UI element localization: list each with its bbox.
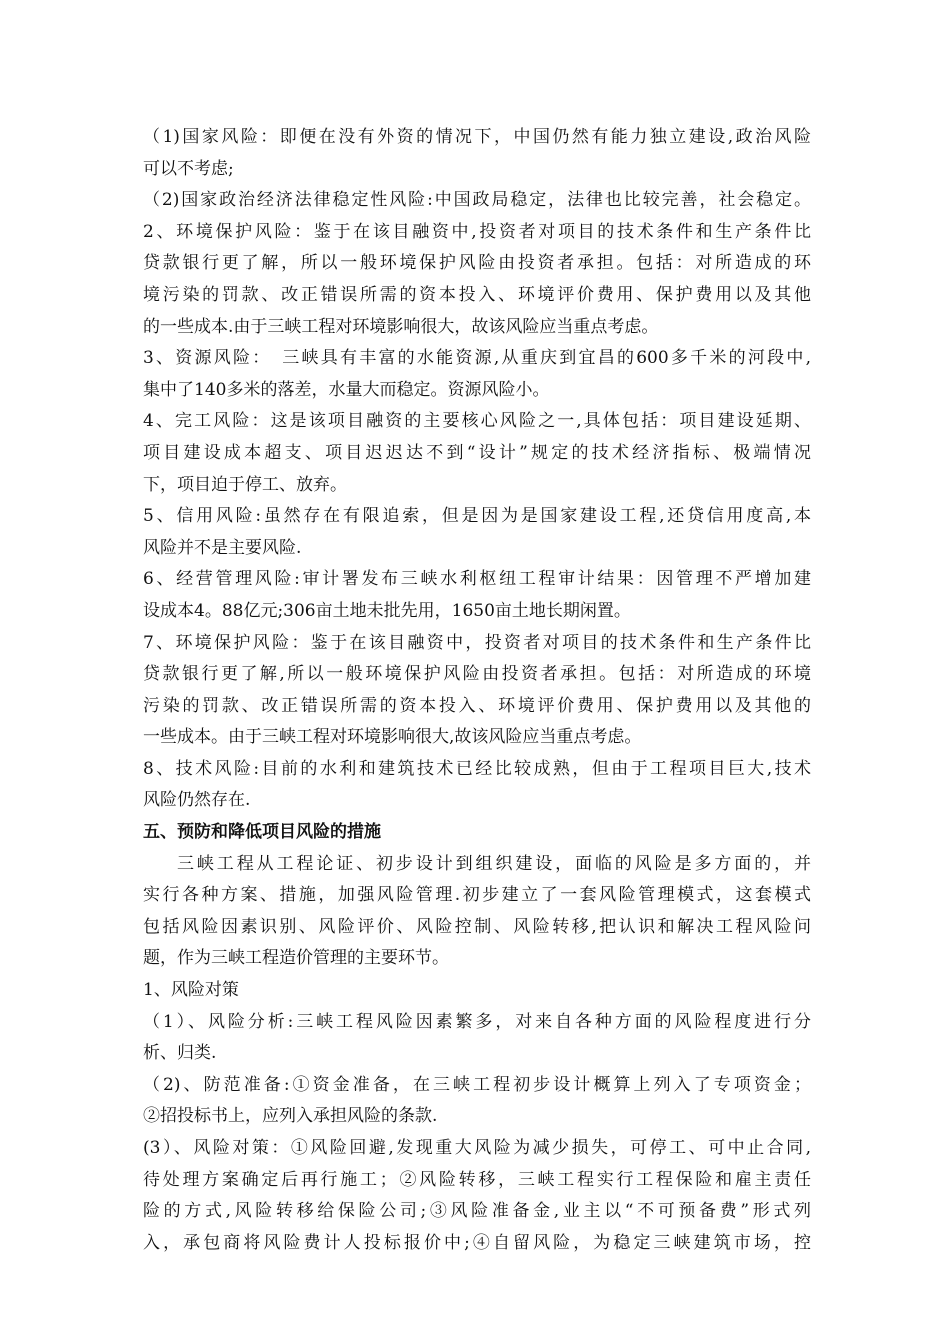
text-line: 三峡工程从工程论证、初步设计到组织建设，面临的风险是多方面的，并	[177, 853, 811, 874]
text-line: 包括风险因素识别、风险评价、风险控制、风险转移,把认识和解决工程风险问	[143, 916, 811, 937]
text-line: 集中了140多米的落差，水量大而稳定。资源风险小。	[143, 379, 550, 400]
text-line: 入，承包商将风险费计人投标报价中;④自留风险，为稳定三峡建筑市场，控	[143, 1232, 811, 1253]
text-line: 风险仍然存在.	[143, 790, 251, 811]
text-line: 境污染的罚款、改正错误所需的资本投入、环境评价费用、保护费用以及其他	[143, 284, 811, 305]
text-line: 险的方式,风险转移给保险公司;③风险准备金,业主以“不可预备费”形式列	[143, 1201, 811, 1222]
text-line: （1)国家风险：即便在没有外资的情况下，中国仍然有能力独立建设,政治风险	[143, 127, 811, 147]
text-line: （2)国家政治经济法律稳定性风险:中国政局稳定，法律也比较完善，社会稳定。	[143, 190, 811, 211]
text-line: 项目建设成本超支、项目迟迟达不到“设计”规定的技术经济指标、极端情况	[143, 442, 811, 463]
text-line: 6、经营管理风险:审计署发布三峡水利枢纽工程审计结果：因管理不严增加建	[143, 569, 811, 590]
text-line: 下，项目迫于停工、放弃。	[143, 474, 347, 495]
text-line: 析、归类.	[143, 1043, 217, 1064]
section-heading: 五、预防和降低项目风险的措施	[143, 822, 381, 843]
document-body	[143, 122, 811, 1259]
text-line: ②招投标书上，应列入承担风险的条款.	[143, 1106, 438, 1127]
text-line: （2)、防范准备:①资金准备，在三峡工程初步设计概算上列入了专项资金；	[143, 1074, 811, 1095]
text-line: 风险并不是主要风险.	[143, 537, 302, 558]
text-line: 的一些成本.由于三峡工程对环境影响很大，故该风险应当重点考虑。	[143, 316, 659, 337]
text-line: (3）、风险对策：①风险回避,发现重大风险为减少损失，可停工、可中止合同,	[143, 1138, 811, 1158]
text-line: 污染的罚款、改正错误所需的资本投入、环境评价费用、保护费用以及其他的	[143, 695, 811, 716]
text-line: 贷款银行更了解,所以一般环境保护风险由投资者承担。包括：对所造成的环境	[143, 664, 811, 685]
text-line: 4、完工风险：这是该项目融资的主要核心风险之一,具体包括：项目建设延期、	[143, 411, 811, 432]
text-line: 2、环境保护风险：鉴于在该目融资中,投资者对项目的技术条件和生产条件比	[143, 221, 811, 242]
text-line: 5、信用风险:虽然存在有限追索，但是因为是国家建设工程,还贷信用度高,本	[143, 506, 811, 527]
text-line: 一些成本。由于三峡工程对环境影响很大,故该风险应当重点考虑。	[143, 727, 642, 748]
text-line: 设成本4。88亿元;306亩土地未批先用，1650亩土地长期闲置。	[143, 600, 631, 621]
text-line: 贷款银行更了解，所以一般环境保护风险由投资者承担。包括：对所造成的环	[143, 253, 811, 274]
text-line: 可以不考虑;	[143, 158, 234, 179]
text-line: （1）、风险分析:三峡工程风险因素繁多，对来自各种方面的风险程度进行分	[143, 1011, 811, 1032]
text-line: 3、资源风险： 三峡具有丰富的水能资源,从重庆到宜昌的600多千米的河段中,	[143, 348, 811, 369]
text-line: 待处理方案确定后再行施工；②风险转移，三峡工程实行工程保险和雇主责任	[143, 1169, 811, 1190]
text-line: 8、技术风险:目前的水利和建筑技术已经比较成熟，但由于工程项目巨大,技术	[143, 758, 811, 779]
text-line: 实行各种方案、措施，加强风险管理.初步建立了一套风险管理模式，这套模式	[143, 885, 811, 906]
subsection-heading: 1、风险对策	[143, 980, 239, 1001]
text-line: 题，作为三峡工程造价管理的主要环节。	[143, 948, 449, 969]
text-line: 7、环境保护风险：鉴于在该目融资中，投资者对项目的技术条件和生产条件比	[143, 632, 811, 653]
